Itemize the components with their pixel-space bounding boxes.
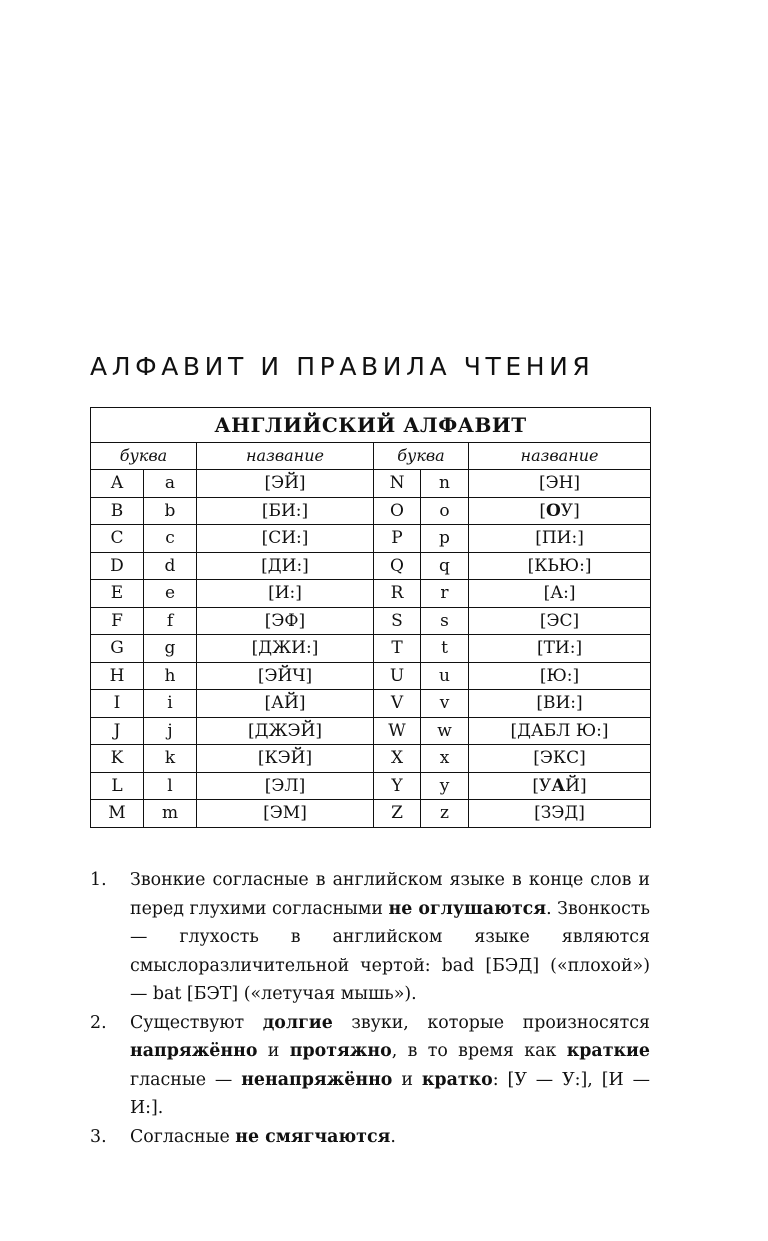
uppercase-letter: I [91,690,144,718]
letter-name: [Ю:] [469,662,651,690]
alphabet-table [90,407,651,828]
uppercase-letter: M [91,800,144,828]
letter-name: [ВИ:] [469,690,651,718]
lowercase-letter: z [421,800,469,828]
list-item-text: Звонкие согласные в английском языке в конце слов и перед глухими согласными не оглушаются. Звонкость — глухость в английском языке являются смыслоразличительной чертой: bad [БЭД] («плохой») — bat [БЭТ] («летучая мышь»). [130,870,650,1004]
letter-name: [А:] [469,580,651,608]
lowercase-letter: v [421,690,469,718]
uppercase-letter: E [91,580,144,608]
lowercase-letter: e [144,580,197,608]
letter-name: [ЗЭД] [469,800,651,828]
table-row [91,552,651,580]
list-item-number: 3. [90,1126,107,1147]
table-row [91,800,651,828]
reading-rules-list [90,866,650,1151]
lowercase-letter: i [144,690,197,718]
uppercase-letter: K [91,745,144,773]
letter-name: [ЭФ] [197,607,374,635]
uppercase-letter: J [91,717,144,745]
letter-name: [БИ:] [197,497,374,525]
column-header-name: название [197,443,374,470]
lowercase-letter: p [421,525,469,553]
uppercase-letter: U [374,662,421,690]
lowercase-letter: j [144,717,197,745]
uppercase-letter: Q [374,552,421,580]
column-header-letter: буква [91,443,197,470]
table-caption: АНГЛИЙСКИЙ АЛФАВИТ [91,408,651,443]
uppercase-letter: Z [374,800,421,828]
letter-name: [ДЖЭЙ] [197,717,374,745]
lowercase-letter: x [421,745,469,773]
table-row [91,525,651,553]
lowercase-letter: l [144,772,197,800]
table-row [91,717,651,745]
table-row [91,497,651,525]
list-item-text: Существуют долгие звуки, которые произносятся напряжённо и протяжно, в то время как краткие гласные — ненапряжённо и кратко: [У — У:], [И — И:]. [130,1012,650,1118]
uppercase-letter: L [91,772,144,800]
uppercase-letter: H [91,662,144,690]
letter-name: [И:] [197,580,374,608]
uppercase-letter: D [91,552,144,580]
letter-name: [ЭКС] [469,745,651,773]
uppercase-letter: V [374,690,421,718]
uppercase-letter: N [374,470,421,498]
letter-name: [ДЖИ:] [197,635,374,663]
lowercase-letter: m [144,800,197,828]
uppercase-letter: F [91,607,144,635]
uppercase-letter: O [374,497,421,525]
table-row [91,690,651,718]
lowercase-letter: c [144,525,197,553]
uppercase-letter: R [374,580,421,608]
letter-name: [ЭЛ] [197,772,374,800]
letter-name: [ТИ:] [469,635,651,663]
lowercase-letter: q [421,552,469,580]
table-row [91,470,651,498]
letter-name: [ЭН] [469,470,651,498]
letter-name: [УАЙ] [469,772,651,800]
lowercase-letter: t [421,635,469,663]
letter-name: [КЬЮ:] [469,552,651,580]
list-item-number: 2. [90,1012,107,1033]
lowercase-letter: r [421,580,469,608]
column-header-name: название [469,443,651,470]
list-item-text: Согласные не смягчаются. [130,1126,396,1147]
lowercase-letter: s [421,607,469,635]
list-item [90,1123,650,1152]
lowercase-letter: o [421,497,469,525]
letter-name: [ЭС] [469,607,651,635]
uppercase-letter: G [91,635,144,663]
uppercase-letter: B [91,497,144,525]
uppercase-letter: Y [374,772,421,800]
column-header-letter: буква [374,443,469,470]
letter-name: [ОУ] [469,497,651,525]
lowercase-letter: w [421,717,469,745]
lowercase-letter: h [144,662,197,690]
letter-name: [ПИ:] [469,525,651,553]
letter-name: [ЭЙ] [197,470,374,498]
uppercase-letter: C [91,525,144,553]
letter-name: [ЭМ] [197,800,374,828]
table-row [91,580,651,608]
table-row [91,635,651,663]
lowercase-letter: k [144,745,197,773]
lowercase-letter: y [421,772,469,800]
letter-name: [ЭЙЧ] [197,662,374,690]
uppercase-letter: P [374,525,421,553]
lowercase-letter: u [421,662,469,690]
uppercase-letter: X [374,745,421,773]
letter-name: [КЭЙ] [197,745,374,773]
lowercase-letter: b [144,497,197,525]
table-row [91,772,651,800]
list-item-number: 1. [90,870,107,890]
list-item [90,1009,650,1123]
page-title: АЛФАВИТ И ПРАВИЛА ЧТЕНИЯ [90,351,595,381]
uppercase-letter: A [91,470,144,498]
table-row [91,745,651,773]
alphabet-table-body [91,470,651,828]
lowercase-letter: g [144,635,197,663]
table-row [91,607,651,635]
list-item [90,866,650,1009]
letter-name: [ДАБЛ Ю:] [469,717,651,745]
uppercase-letter: T [374,635,421,663]
lowercase-letter: n [421,470,469,498]
letter-name: [АЙ] [197,690,374,718]
lowercase-letter: d [144,552,197,580]
table-row [91,662,651,690]
lowercase-letter: a [144,470,197,498]
uppercase-letter: W [374,717,421,745]
letter-name: [СИ:] [197,525,374,553]
letter-name: [ДИ:] [197,552,374,580]
uppercase-letter: S [374,607,421,635]
lowercase-letter: f [144,607,197,635]
